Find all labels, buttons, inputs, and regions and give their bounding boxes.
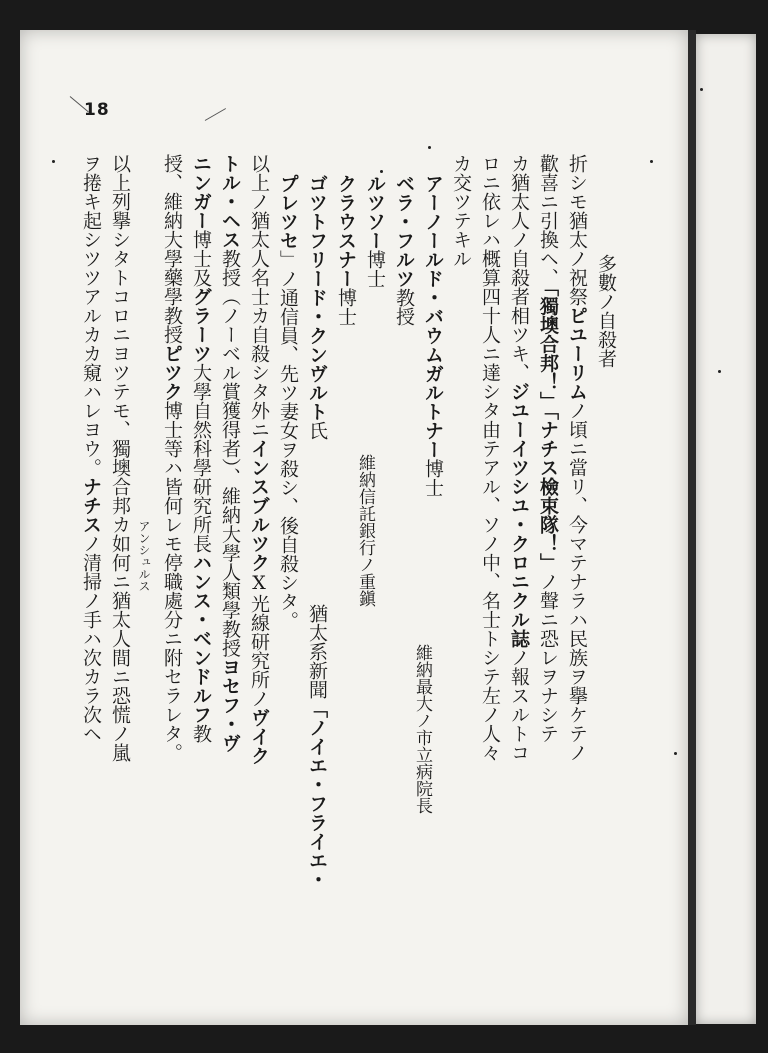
scan-speck	[718, 370, 721, 373]
affiliation-note	[413, 644, 430, 814]
text-column	[451, 154, 470, 268]
text-segment: 大學自然科學研究所長	[190, 363, 212, 553]
text-segment: ロニ依レハ概算四十人ニ達シタ由テアル、ソノ中、名士トシテ左ノ人々	[479, 154, 501, 762]
text-column	[538, 154, 557, 743]
proper-name: ヴイク	[248, 708, 270, 765]
text-column	[162, 154, 181, 762]
scan-speck	[428, 146, 431, 149]
text-column	[509, 154, 528, 762]
proper-name: ナチス	[80, 477, 102, 534]
text-column	[110, 154, 129, 762]
text-column	[220, 154, 239, 753]
proper-name: ピユーリム	[566, 306, 588, 401]
proper-name: 「ノイエ・フライエ・	[306, 699, 328, 889]
proper-name: グラーツ	[190, 287, 212, 363]
proper-name: クラウスナー	[335, 174, 357, 288]
adjacent-page-edge	[696, 34, 756, 1024]
scan-speck	[380, 170, 383, 173]
text-column	[480, 154, 499, 762]
text-segment: 多數ノ自殺者	[595, 254, 617, 368]
text-segment: ノ清掃ノ手ハ次カラ次ヘ	[80, 534, 102, 743]
scan-speck	[52, 160, 55, 163]
scan-speck	[700, 88, 703, 91]
scan-speck	[650, 160, 653, 163]
furigana-annotation	[138, 520, 150, 592]
text-segment: 以上列擧シタトコロニヨツテモ、獨墺合邦カ如何ニ猶太人間ニ恐慌ノ嵐	[109, 154, 131, 762]
proper-name: アーノールド・バウムガルトナー	[422, 174, 444, 459]
proper-name: ヨセフ・ヴ	[219, 657, 241, 753]
text-column	[365, 174, 384, 288]
proper-name: ハンス・ベンドルフ	[190, 553, 212, 724]
text-column	[191, 154, 210, 743]
text-segment: 博士	[422, 459, 444, 497]
text-segment: X光線研究所ノ	[248, 572, 270, 708]
text-segment: 維納最大ノ市立病院長	[412, 644, 432, 814]
text-segment: カ交ツテキル	[450, 154, 472, 268]
text-segment: 折シモ猶太ノ祝祭	[566, 154, 588, 306]
proper-name: ピツク	[161, 344, 183, 401]
text-segment: 博士	[335, 288, 357, 326]
text-column	[307, 604, 326, 889]
proper-name: ジユーイツシユ・クロニクル誌	[508, 382, 530, 648]
text-column	[567, 154, 586, 762]
text-segment: 」ノ通信員、先ツ妻女ヲ殺シ、後自殺シタ。	[277, 250, 299, 630]
proper-name: トル・ヘス	[219, 154, 241, 249]
proper-name: ゴツトフリード・クンヴルト	[306, 174, 328, 421]
text-segment: アンシュルス	[137, 520, 151, 592]
text-column	[81, 154, 100, 743]
text-segment: 維納信託銀行ノ重鎭	[355, 454, 375, 607]
text-column	[336, 174, 355, 326]
text-segment: カ猶太人ノ自殺者相ツキ、	[508, 154, 530, 382]
proper-name: ルツソー	[364, 174, 386, 250]
text-segment: 教	[190, 724, 212, 743]
text-column	[307, 174, 326, 440]
text-segment: 博士	[364, 250, 386, 288]
text-segment: 博士及	[190, 230, 212, 287]
text-segment: 教授（ノーベル賞獲得者）、維納大學人類學教授	[219, 249, 241, 658]
text-column	[249, 154, 268, 765]
text-segment: 博士等ハ皆何レモ停職處分ニ附セラレタ。	[161, 401, 183, 762]
text-column	[423, 174, 442, 497]
text-segment: ノ報スルトコ	[508, 648, 530, 762]
page-number: 18	[84, 100, 110, 120]
proper-name: プレツセ	[277, 174, 299, 250]
scan-speck	[674, 752, 677, 755]
text-segment: 氏	[306, 421, 328, 440]
text-column	[278, 174, 297, 630]
proper-name: ベラ・フルツ	[393, 174, 415, 288]
section-title	[596, 254, 615, 368]
proper-name: 「獨墺合邦！」「ナチス檢束隊！」	[537, 287, 559, 572]
text-segment: 教授	[393, 288, 415, 326]
affiliation-note	[356, 454, 373, 607]
text-segment: ヲ捲キ起シツツアルカカ窺ハレヨウ。	[80, 154, 102, 477]
text-segment: 歡喜ニ引換ヘ、	[537, 154, 559, 287]
text-column	[394, 174, 413, 326]
proper-name: インスブルツク	[248, 439, 270, 572]
text-segment: ノ頃ニ當リ、今マテナラハ民族ヲ擧ケテノ	[566, 401, 588, 762]
page-gutter	[688, 30, 696, 1025]
text-segment: 授、維納大學藥學教授	[161, 154, 183, 344]
proper-name: ニンガー	[190, 154, 212, 230]
text-segment: ノ聲ニ恐レヲナシテ	[537, 572, 559, 743]
text-segment: 以上ノ猶太人名士カ自殺シタ外ニ	[248, 154, 270, 439]
text-segment: 猶太系新聞	[306, 604, 328, 699]
